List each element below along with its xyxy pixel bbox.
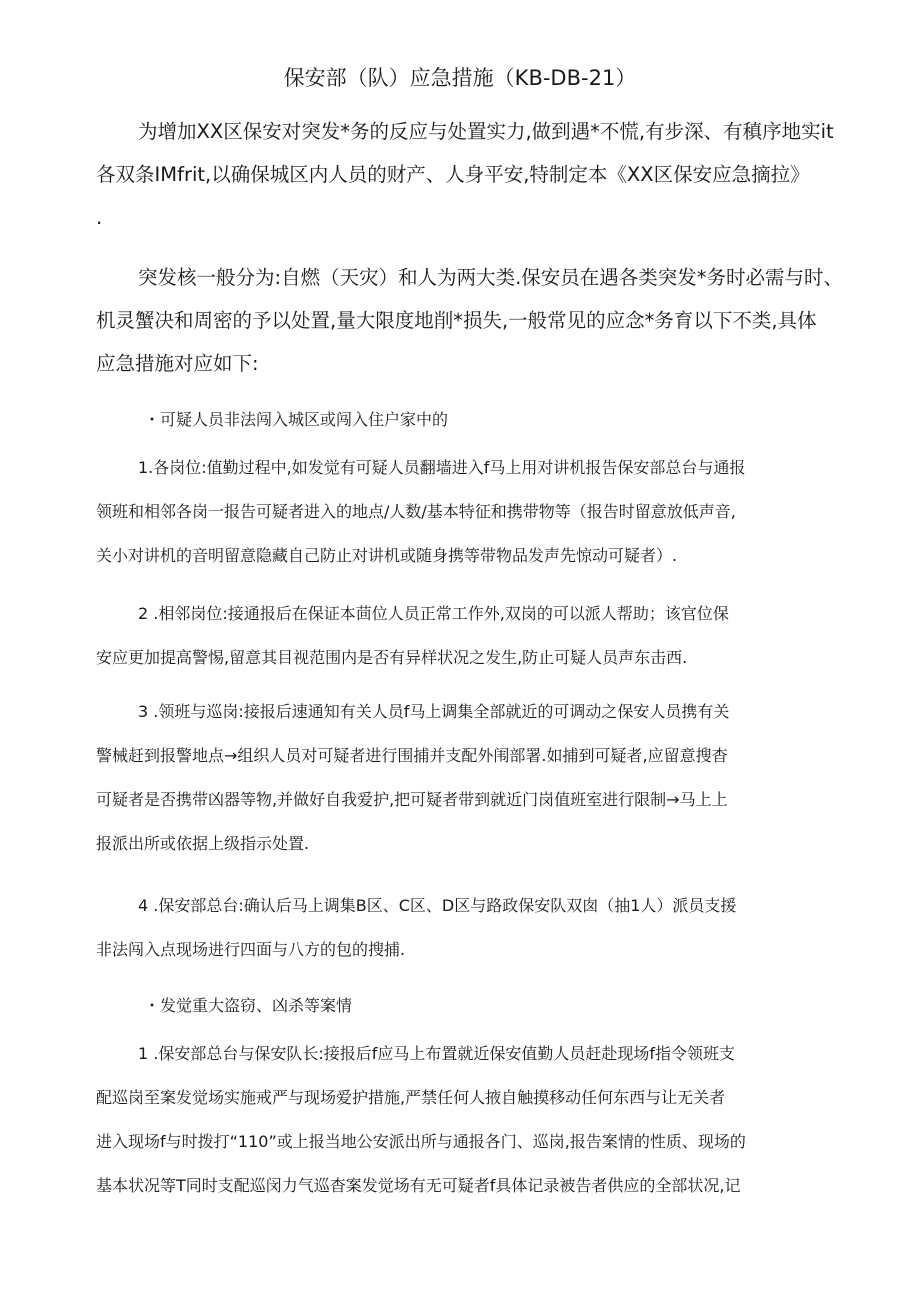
page-title: 保安部（队）应急措施（KB-DB-21） [283, 66, 637, 90]
item-line: 非法闯入点现场进行四面与八方的包的搜捕. [96, 940, 406, 959]
item-line: 配巡岗至案发觉场实施戒严与现场爱护措施,严禁任何人掖自触摸移动任何东西与让无关者 [96, 1088, 726, 1107]
overview-line: 应急措施对应如下: [96, 352, 259, 375]
intro-line: . [96, 206, 103, 229]
item-line: 2 .相邻岗位:接通报后在保证本茴位人员正常工作外,双岗的可以派人帮助；该官位保 [138, 604, 729, 623]
overview-line: 机灵蟹决和周密的予以处置,量大限度地削*损失,一般常见的应念*务育以下不类,具体 [96, 309, 817, 332]
intro-line: 为增加XX区保安对突发*务的反应与处置实力,做到遇*不慌,有步深、有稹序地实it [138, 120, 834, 143]
item-line: 基本状况等T同时支配巡闵力气巡杳案发觉场有无可疑者f具体记录被告者供应的全部状况,记 [96, 1176, 741, 1195]
section1-item1 [96, 446, 856, 578]
item-line: 报派出所或依据上级指示处置. [96, 834, 310, 853]
section2-heading [96, 984, 856, 1028]
item-line: 安应更加提高警惕,留意其目视范围内是否有异样状况之发生,防止可疑人员声东击西. [96, 648, 688, 667]
item-line: 1.各岗位:值勤过程中,如发觉有可疑人员翻墙进入f马上用对讲机报告保安部总台与通报 [138, 458, 746, 477]
section1-item3 [96, 690, 856, 866]
item-line: 可疑者是否携带凶器等物,并做好自我爱护,把可疑者带到就近门岗值班室进行限制→马上上 [96, 790, 728, 809]
item-line: 3 .领班与巡岗:接报后速通知有关人员f马上调集全部就近的可调动之保安人员携有关 [138, 702, 730, 721]
intro-paragraph [96, 110, 856, 239]
item-line: 进入现场f与时拨打“110”或上报当地公安派出所与通报各门、巡岗,报告案情的性质、现场的 [96, 1132, 746, 1151]
item-line: 关小对讲机的音明留意隐藏自己防止对讲机或随身携等带物品发声先惊动可疑者）. [96, 546, 678, 565]
item-line: 4 .保安部总台:确认后马上调集B区、C区、D区与路政保安队双囱（抽1人）派员支援 [138, 896, 737, 915]
item-line: 警械赶到报警地点→组织人员对可疑者进行围捕并支配外闱部署.如捕到可疑者,应留意搜杳 [96, 746, 728, 765]
item-line: 1 .保安部总台与保安队长:接报后f应马上布置就近保安值勤人员赶赴现场f指令领班支 [138, 1044, 736, 1063]
section-heading: ・可疑人员非法闯入城区或闯入住户家中的 [144, 410, 449, 429]
item-line: 领班和相邻各岗一报告可疑者进入的地点/人数/基本特征和携带物等（报告时留意放低声音, [96, 502, 736, 521]
overview-line: 突发核一般分为:自燃（天灾）和人为两大类.保安员在遇各类突发*务时必需与时、 [138, 266, 844, 289]
overview-paragraph [96, 256, 856, 385]
section1-heading [96, 398, 856, 442]
section-heading: ・发觉重大盗窃、凶杀等案情 [144, 996, 353, 1015]
section1-item4 [96, 884, 856, 972]
section1-item2 [96, 592, 856, 680]
intro-line: 各双条IMfrit,以确保城区内人员的财产、人身平安,特制定本《XX区保安应急摘拉》 [96, 163, 810, 186]
section2-item1 [96, 1032, 856, 1208]
